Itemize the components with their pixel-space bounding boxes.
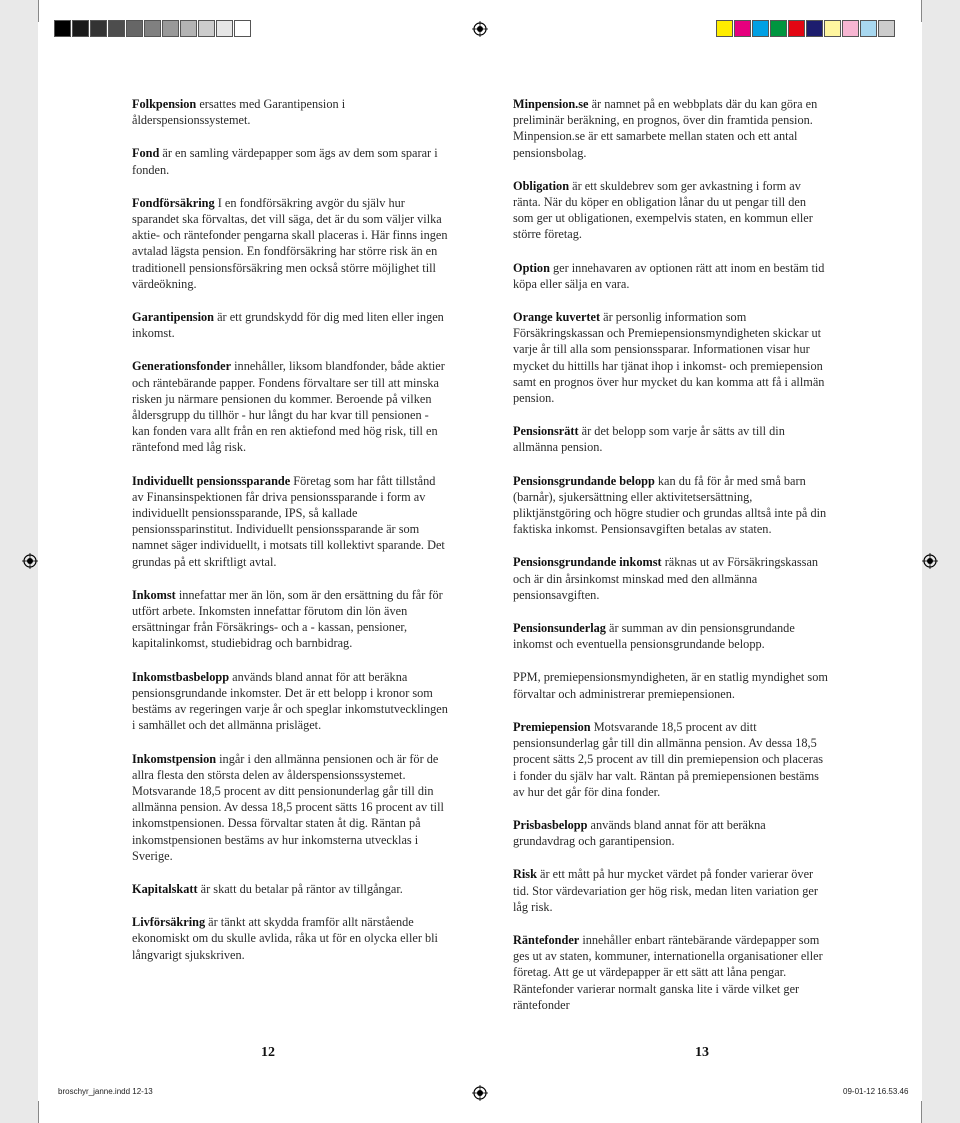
gray-swatch <box>54 20 71 37</box>
gray-swatch <box>108 20 125 37</box>
gray-swatch <box>126 20 143 37</box>
glossary-term: Fond <box>132 146 160 161</box>
color-swatch <box>734 20 751 37</box>
gray-swatch <box>216 20 233 37</box>
glossary-entry <box>513 719 829 800</box>
gray-swatch <box>180 20 197 37</box>
registration-mark-icon <box>472 21 488 37</box>
glossary-definition: innefattar mer än lön, som är den ersättning du får för utfört arbete. Inkomsten innefattar förutom din lön även ersättningar från Försäkrings- och a - kassan, pensioner, kapitalinkomst, studiebidrag och barnbidrag. <box>132 587 443 651</box>
gray-swatch <box>144 20 161 37</box>
gray-swatch <box>72 20 89 37</box>
glossary-entry <box>132 358 448 455</box>
slug-timestamp: 09-01-12 16.53.46 <box>843 1087 909 1096</box>
gray-swatch <box>90 20 107 37</box>
glossary-definition: ingår i den allmänna pensionen och är för de allra flesta den största delen av ålderspensionssystemet. Motsvarande 18,5 procent av ditt pensionunderlag går till din allmänna pension. Av dessa 18,5 procent sätts 16 procent av till inkomstpensionen. Dessa förvaltar staten åt dig. Räntan på inkomstpensionen bestäms av hur inkomsterna utvecklas i Sverige. <box>132 751 444 863</box>
glossary-definition: är en samling värdepapper som ägs av dem som sparar i fonden. <box>132 146 438 177</box>
glossary-entry <box>513 96 829 161</box>
glossary-definition: innehåller, liksom blandfonder, både aktier och räntebärande papper. Fondens förvaltare ser till att minska risken ju närmare pensionen du kommer. Beroende på vilken åldersgrupp du tillhör - hur långt du har kvar till pensionen - kan fonden vara allt från en ren aktiefond med hög risk, till en räntefond med låg risk. <box>132 359 445 455</box>
page-number-left: 12 <box>261 1045 275 1060</box>
glossary-term: Option <box>513 260 550 275</box>
glossary-term: Pensionsgrundande inkomst <box>513 555 662 570</box>
glossary-term: Individuellt pensionssparande <box>132 473 291 488</box>
glossary-term: Inkomstbasbelopp <box>132 669 230 684</box>
left-column <box>132 96 448 980</box>
glossary-entry <box>513 178 829 243</box>
glossary-definition: PPM, premiepensionsmyndigheten, är en statlig myndighet som förvaltar och administrerar premiepensionen. <box>513 670 828 701</box>
glossary-term: Fondförsäkring <box>132 195 215 210</box>
glossary-entry <box>513 260 829 292</box>
glossary-entry <box>132 669 448 734</box>
glossary-term: Prisbasbelopp <box>513 817 588 832</box>
crop-mark <box>38 1101 39 1123</box>
process-color-bar <box>716 20 896 37</box>
glossary-term: Garantipension <box>132 310 214 325</box>
glossary-entry <box>132 881 448 897</box>
color-swatch <box>788 20 805 37</box>
glossary-definition: är det belopp som varje år sätts av till din allmänna pension. <box>513 424 785 455</box>
glossary-definition: är ett grundskydd för dig med liten eller ingen inkomst. <box>132 310 444 341</box>
color-swatch <box>752 20 769 37</box>
glossary-term: Orange kuvertet <box>513 310 601 325</box>
glossary-entry <box>132 195 448 292</box>
glossary-definition: kan du få för år med små barn (barnår), sjukersättning eller aktivitetsersättning, pliktjänstgöring och högre studier och grundas alltså inte på din faktiska inkomst. Pensionsavgiften betalas av staten. <box>513 473 827 537</box>
glossary-definition: innehåller enbart räntebärande värdepapper som ges ut av staten, kommuner, internationella organisationer eller företag. Att ge ut värdepapper är ett sätt att låna pengar. Räntefonder varierar normalt ganska lite i värde vilket ger räntefonder <box>513 932 823 1012</box>
color-swatch <box>842 20 859 37</box>
color-swatch <box>824 20 841 37</box>
glossary-term: Premiepension <box>513 719 591 734</box>
registration-mark-icon <box>22 553 38 569</box>
gray-swatch <box>198 20 215 37</box>
crop-mark <box>921 0 922 22</box>
glossary-entry <box>132 914 448 963</box>
glossary-entry <box>513 423 829 455</box>
glossary-entry <box>132 309 448 341</box>
glossary-entry <box>132 587 448 652</box>
glossary-entry <box>513 669 829 701</box>
color-swatch <box>716 20 733 37</box>
glossary-definition: är ett mått på hur mycket värdet på fonder varierar över tid. Stor värdevariation ger hög risk, medan liten variation ger låg risk. <box>513 867 818 914</box>
glossary-term: Minpension.se <box>513 97 589 111</box>
glossary-term: Folkpension <box>132 97 197 111</box>
registration-mark-icon <box>472 1085 488 1101</box>
grayscale-color-bar <box>54 20 252 37</box>
color-swatch <box>770 20 787 37</box>
glossary-entry <box>132 96 448 128</box>
glossary-definition: Motsvarande 18,5 procent av ditt pensionsunderlag går till din allmänna pension. Av dessa 18,5 procent sätts 2,5 procent av till din premiepension och placeras i fonder du själv har valt. Räntan på premiepensionen bestäms av hur det går för dina fonder. <box>513 719 824 799</box>
glossary-entry <box>132 145 448 177</box>
color-swatch <box>878 20 895 37</box>
glossary-definition: är personlig information som Försäkringskassan och Premiepensionsmyndigheten skickar ut varje år till alla som pensionssparar. Informationen visar hur mycket du hittills har tjänat ihop i inkomst- och premiepension samt en prognos över hur mycket du kan komma att få i allmän pension. <box>513 310 825 406</box>
glossary-definition: är summan av din pensionsgrundande inkomst och eventuella pensionsgrundande belopp. <box>513 621 795 652</box>
glossary-definition: används bland annat för att beräkna pensionsgrundande inkomster. Det är ett belopp i kronor som bestäms av regeringen varje år och speglar inkomstutvecklingen i samhället och det allmänna prisläget. <box>132 669 448 733</box>
crop-mark <box>38 0 39 22</box>
glossary-term: Pensionsrätt <box>513 424 579 439</box>
page-number-right: 13 <box>695 1045 709 1060</box>
glossary-entry <box>513 817 829 849</box>
glossary-definition: ersattes med Garantipension i ålderspensionssystemet. <box>132 97 346 128</box>
glossary-definition: är skatt du betalar på räntor av tillgångar. <box>197 881 403 896</box>
glossary-entry <box>132 473 448 570</box>
glossary-term: Generationsfonder <box>132 359 232 374</box>
glossary-term: Pensionsunderlag <box>513 621 606 636</box>
glossary-term: Obligation <box>513 178 570 193</box>
glossary-term: Livförsäkring <box>132 915 206 930</box>
glossary-entry <box>513 473 829 538</box>
registration-mark-icon <box>922 553 938 569</box>
glossary-term: Inkomstpension <box>132 751 217 766</box>
glossary-definition: är namnet på en webbplats där du kan göra en preliminär beräkning, en prognos, över din framtida pension. Minpension.se är ett samarbete mellan staten och ett antal pensionsbolag. <box>513 97 818 160</box>
glossary-definition: är ett skuldebrev som ger avkastning i form av ränta. När du köper en obligation lånar du ut pengar till den som ger ut obligationen, exempelvis staten, en kommun eller större företag. <box>513 178 813 242</box>
color-swatch <box>806 20 823 37</box>
gray-swatch <box>162 20 179 37</box>
glossary-definition: Företag som har fått tillstånd av Finansinspektionen får driva pensionssparande i form av individuellt pensionssparande, IPS, så kallade pensionssparinstitut. Individuellt pensionssparande är som namnet säger individuellt, i motsats till kollektivt sparande. Det grundas på ett skriftligt avtal. <box>132 473 445 569</box>
glossary-term: Räntefonder <box>513 932 580 947</box>
glossary-definition: ger innehavaren av optionen rätt att inom en bestäm tid köpa eller sälja en vara. <box>513 260 825 291</box>
glossary-entry <box>513 309 829 406</box>
glossary-entry <box>513 554 829 603</box>
right-column <box>513 96 829 1030</box>
slug-filename: broschyr_janne.indd 12-13 <box>58 1087 153 1096</box>
glossary-definition: I en fondförsäkring avgör du själv hur sparandet ska förvaltas, det vill säga, det är du som väljer vilka aktie- och räntefonder pengarna skall placeras i. Här finns ingen avtalad lägsta pension. En fondförsäkring har större risk än en traditionell pensionsförsäkring men också större möjlighet till värdeökning. <box>132 195 448 291</box>
color-swatch <box>860 20 877 37</box>
glossary-term: Risk <box>513 867 537 882</box>
glossary-definition: räknas ut av Försäkringskassan och är din årsinkomst minskad med den allmänna pensionsavgiften. <box>513 555 819 602</box>
crop-mark <box>921 1101 922 1123</box>
glossary-entry <box>132 751 448 864</box>
glossary-term: Pensionsgrundande belopp <box>513 473 655 488</box>
glossary-term: Kapitalskatt <box>132 881 198 896</box>
glossary-entry <box>513 932 829 1013</box>
glossary-definition: är tänkt att skydda framför allt närstående ekonomiskt om du skulle avlida, råka ut för en olycka eller bli långvarigt sjukskriven. <box>132 915 438 962</box>
glossary-term: Inkomst <box>132 587 176 602</box>
gray-swatch <box>234 20 251 37</box>
glossary-entry <box>513 620 829 652</box>
glossary-entry <box>513 866 829 915</box>
glossary-definition: används bland annat för att beräkna grundavdrag och garantipension. <box>513 817 766 849</box>
